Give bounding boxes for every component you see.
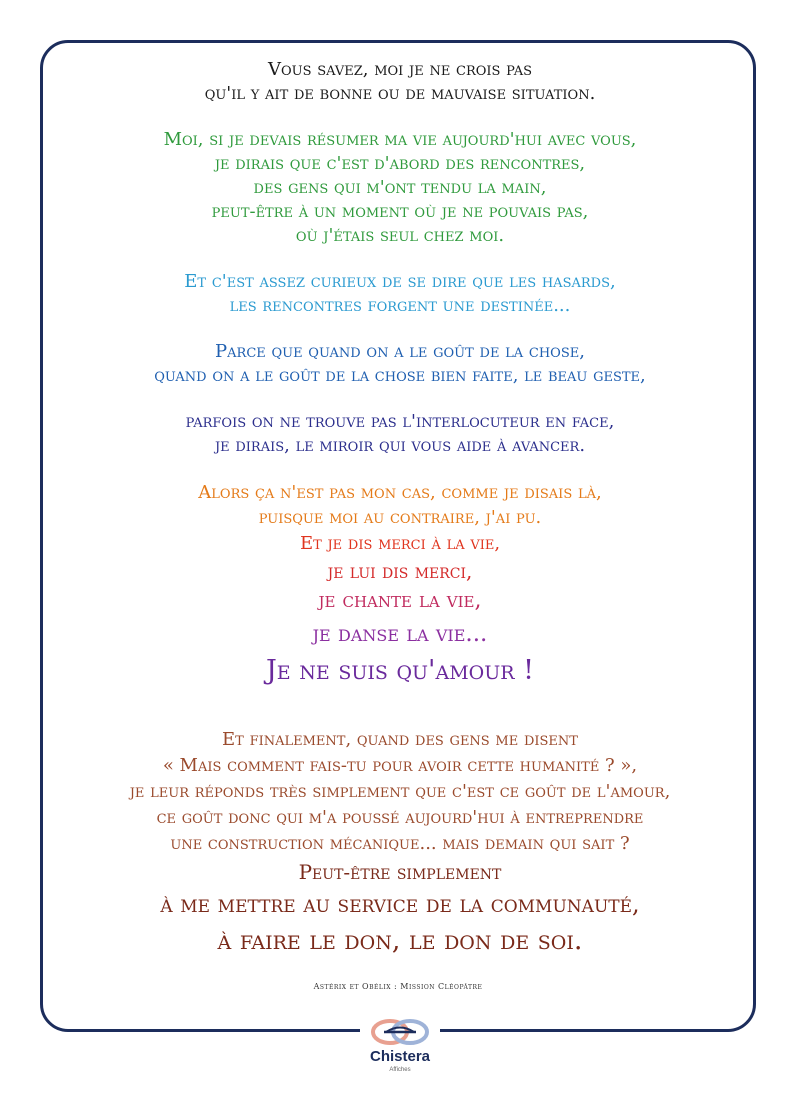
poem-line: Parce que quand on a le goût de la chose, (215, 341, 585, 362)
logo-subtitle: Affiches (389, 1067, 411, 1073)
poem-highlight-line: Je ne suis qu'amour ! (265, 655, 534, 686)
stanza-mirror (44, 410, 756, 458)
poem-line: quand on a le goût de la chose bien faite, le beau geste, (154, 365, 646, 386)
poem-line: Et c'est assez curieux de se dire que les hasards, (184, 271, 616, 292)
poem-line: je dirais, le miroir qui vous aide à avancer. (214, 435, 586, 456)
poem-line: qu'il y ait de bonne ou de mauvaise situation. (204, 83, 596, 104)
poem-line: je chante la vie, (318, 588, 482, 613)
stanza-destiny (44, 270, 756, 318)
poem-final-line: à faire le don, le don de soi. (217, 925, 583, 956)
poem-line: Peut-être simplement (298, 860, 502, 884)
poem-line: peut-être à un moment où je ne pouvais pas, (211, 201, 589, 222)
poem-line: à me mettre au service de la communauté, (160, 890, 640, 918)
poem-line: Moi, si je devais résumer ma vie aujourd'hui avec vous, (163, 129, 637, 150)
poem-line: je lui dis merci, (327, 559, 473, 583)
source-credit: Astérix et Obélix : Mission Cléopâtre (313, 982, 483, 991)
poem-line: Vous savez, moi je ne crois pas (267, 59, 533, 80)
chistera-logo (360, 1018, 440, 1096)
poem-line: une construction mécanique... mais demain qui sait ? (170, 833, 630, 854)
poem-line: Alors ça n'est pas mon cas, comme je disais là, (198, 482, 602, 503)
stanza-thanks (44, 480, 756, 691)
poem-line: les rencontres forgent une destinée... (229, 295, 571, 316)
poem-line: Et je dis merci à la vie, (299, 533, 501, 554)
poem (44, 58, 756, 983)
poem-line: je dirais que c'est d'abord des rencontres, (214, 153, 586, 174)
poem-line: je leur réponds très simplement que c'est ce goût de l'amour, (129, 781, 671, 802)
stanza-closing (44, 727, 756, 961)
poem-line: des gens qui m'ont tendu la main, (253, 177, 547, 198)
poem-line: puisque moi au contraire, j'ai pu. (258, 507, 542, 528)
poem-line: parfois on ne trouve pas l'interlocuteur en face, (185, 411, 615, 432)
poem-line: « Mais comment fais-tu pour avoir cette humanité ? », (162, 755, 638, 776)
poem-line: ce goût donc qui m'a poussé aujourd'hui à entreprendre (156, 807, 644, 828)
poem-line: Et finalement, quand des gens me disent (222, 729, 578, 750)
stanza-taste (44, 340, 756, 388)
poem-line: je danse la vie... (312, 621, 488, 647)
stanza-intro (44, 58, 756, 106)
stanza-meetings (44, 128, 756, 248)
logo-brand-name: Chistera (369, 1048, 431, 1065)
poem-line: où j'étais seul chez moi. (295, 225, 505, 246)
rings-icon (360, 1018, 440, 1048)
